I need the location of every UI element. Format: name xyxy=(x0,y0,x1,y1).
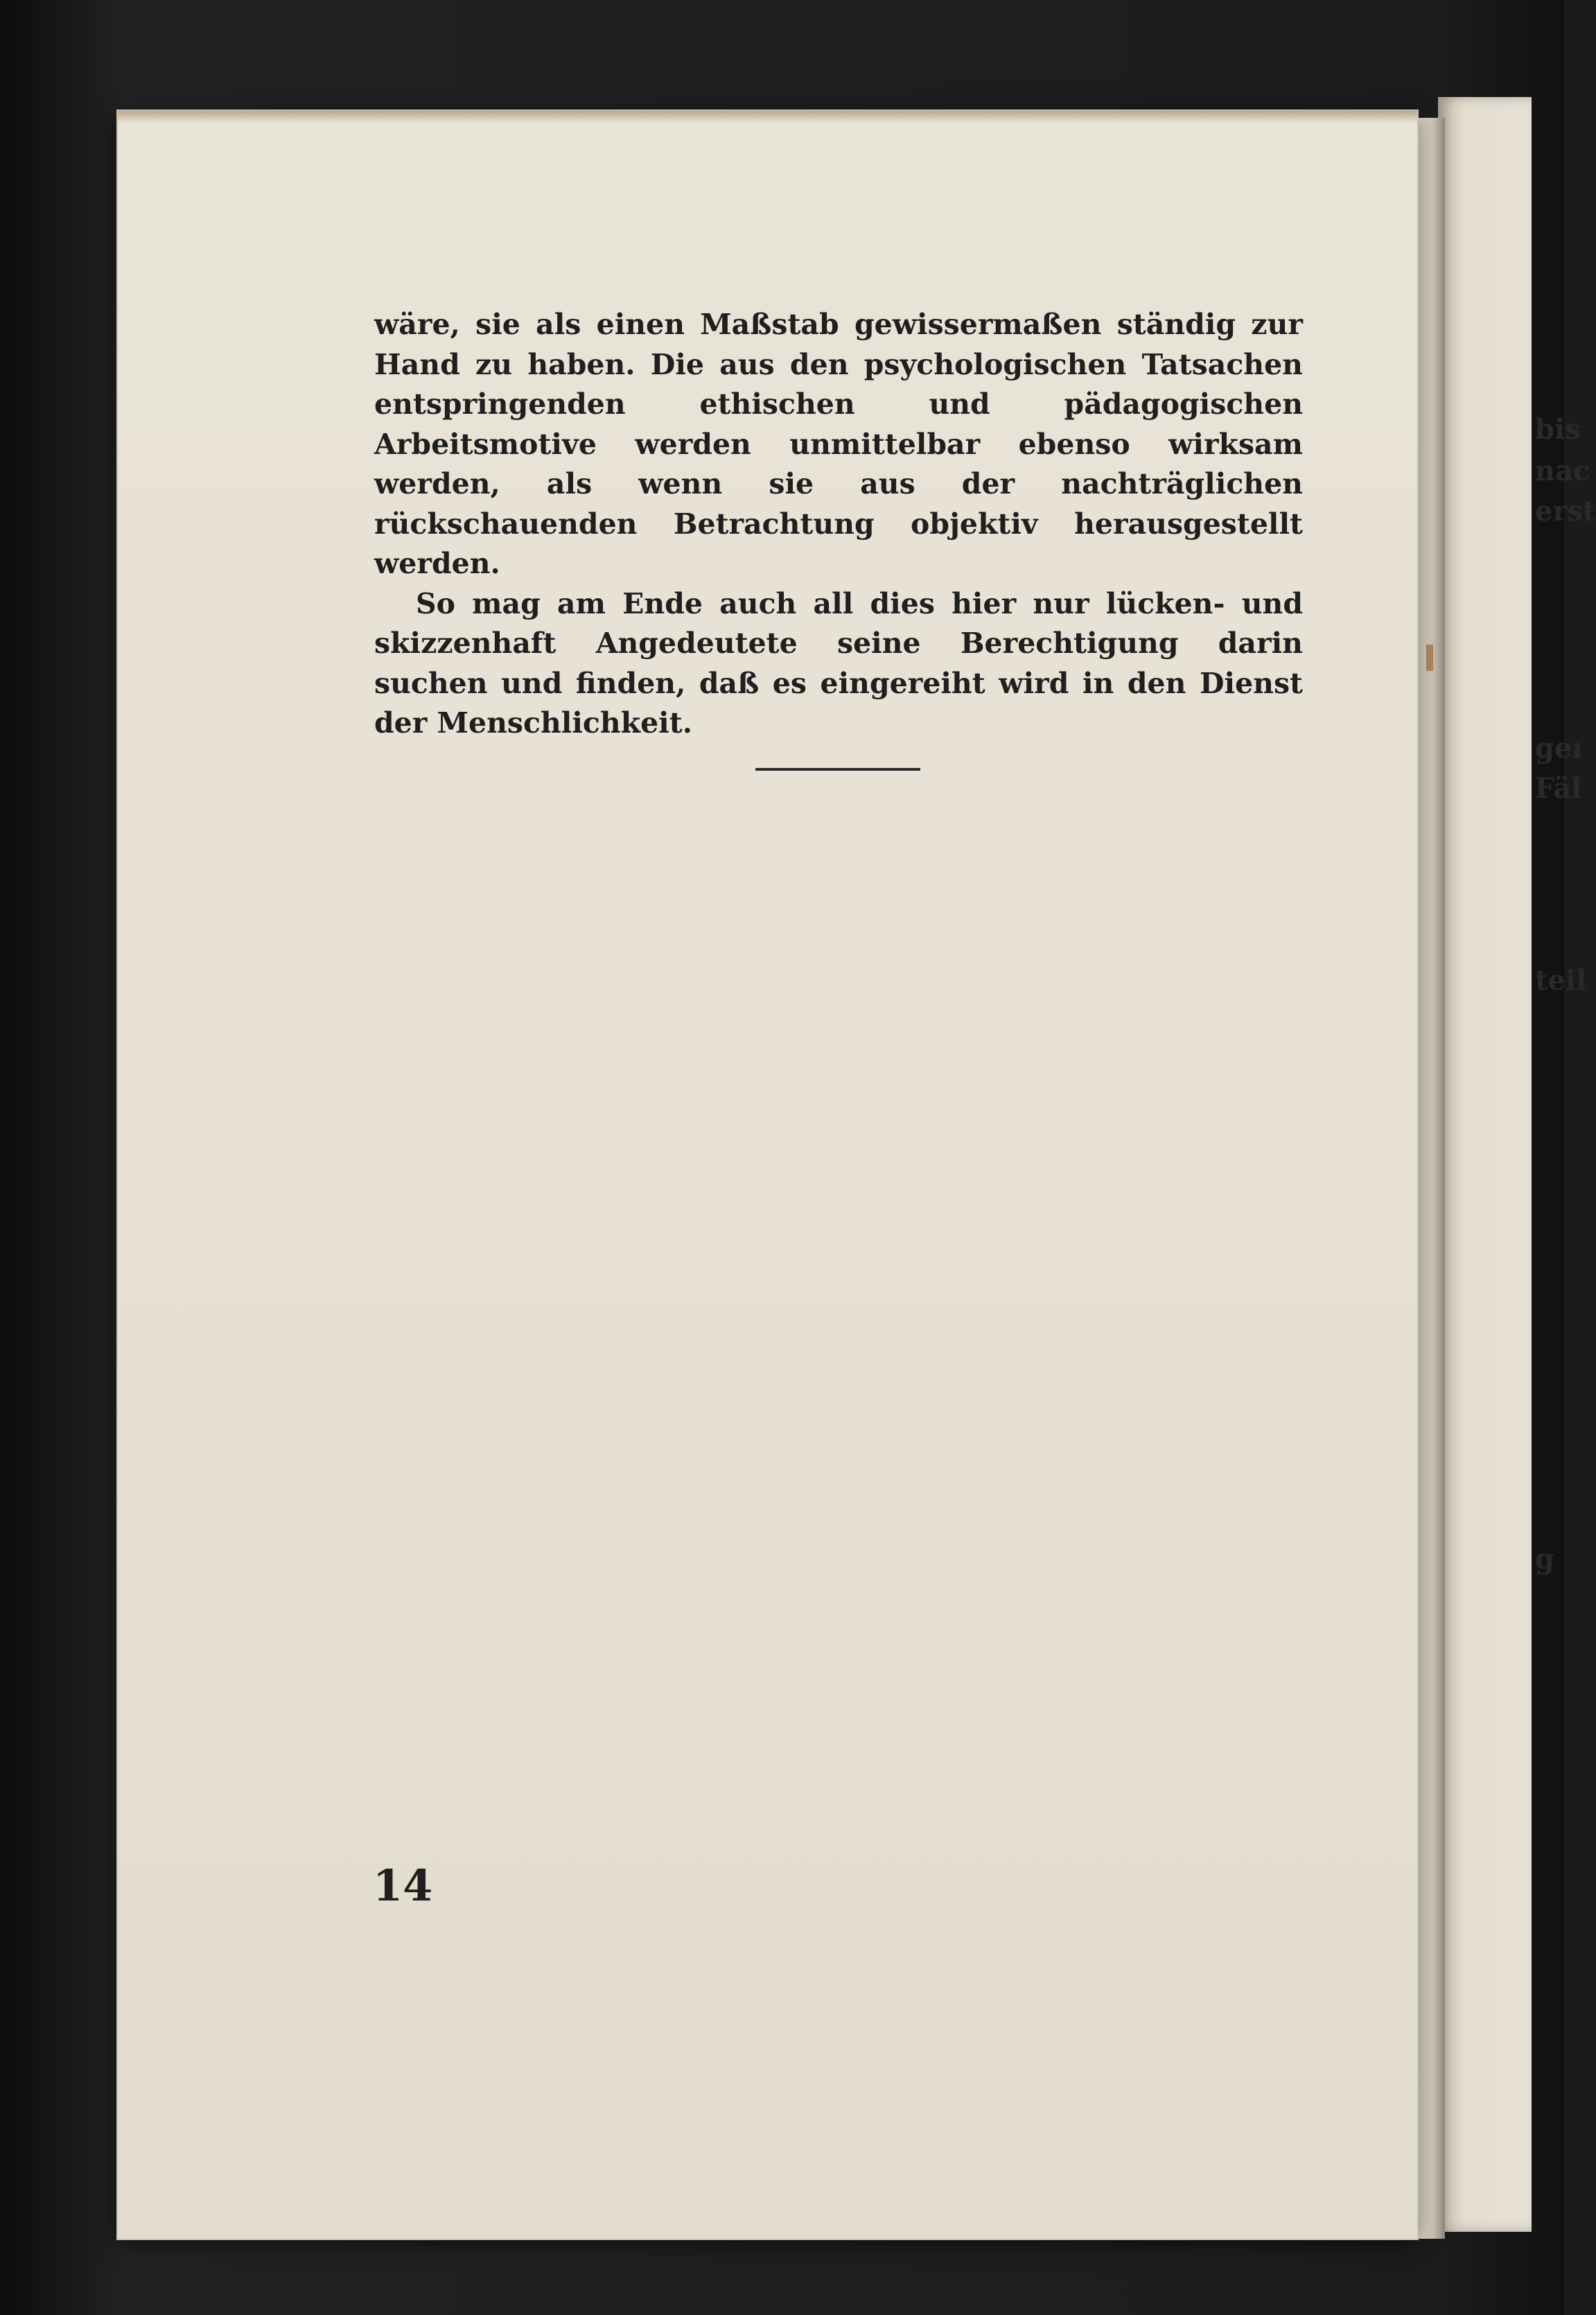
section-end-rule xyxy=(755,768,920,771)
facing-page-fragment: nac xyxy=(1535,455,1590,487)
facing-page xyxy=(1438,97,1532,2232)
facing-page-fragment: geı xyxy=(1535,732,1583,765)
body-text xyxy=(374,305,1303,744)
facing-page-fragment: teil xyxy=(1535,964,1587,997)
gutter-stain xyxy=(1426,645,1433,671)
facing-page-fragment: g xyxy=(1535,1543,1554,1575)
facing-page-fragment: Fäl xyxy=(1535,772,1582,805)
page-number: 14 xyxy=(373,1860,433,1911)
facing-page-fragment: bis xyxy=(1535,413,1581,446)
page-top-edge xyxy=(118,111,1417,123)
paragraph: wäre, sie als einen Maßstab gewissermaßen ständig zur Hand zu haben. Die aus den psychologischen Tatsachen entspringenden ethischen und pädagogischen Arbeitsmotive werden unmittelbar ebenso wirksam werden, als wenn sie aus der nachträglichen rückschauenden Betrachtung objektiv herausgestellt werden. xyxy=(374,308,1303,580)
paragraph: So mag am Ende auch all dies hier nur lücken- und skizzenhaft Angedeutete seine Berechtigung darin suchen und finden, daß es eingereiht wird in den Dienst der Menschlichkeit. xyxy=(374,586,1303,740)
facing-page-fragment: erst xyxy=(1535,495,1596,527)
